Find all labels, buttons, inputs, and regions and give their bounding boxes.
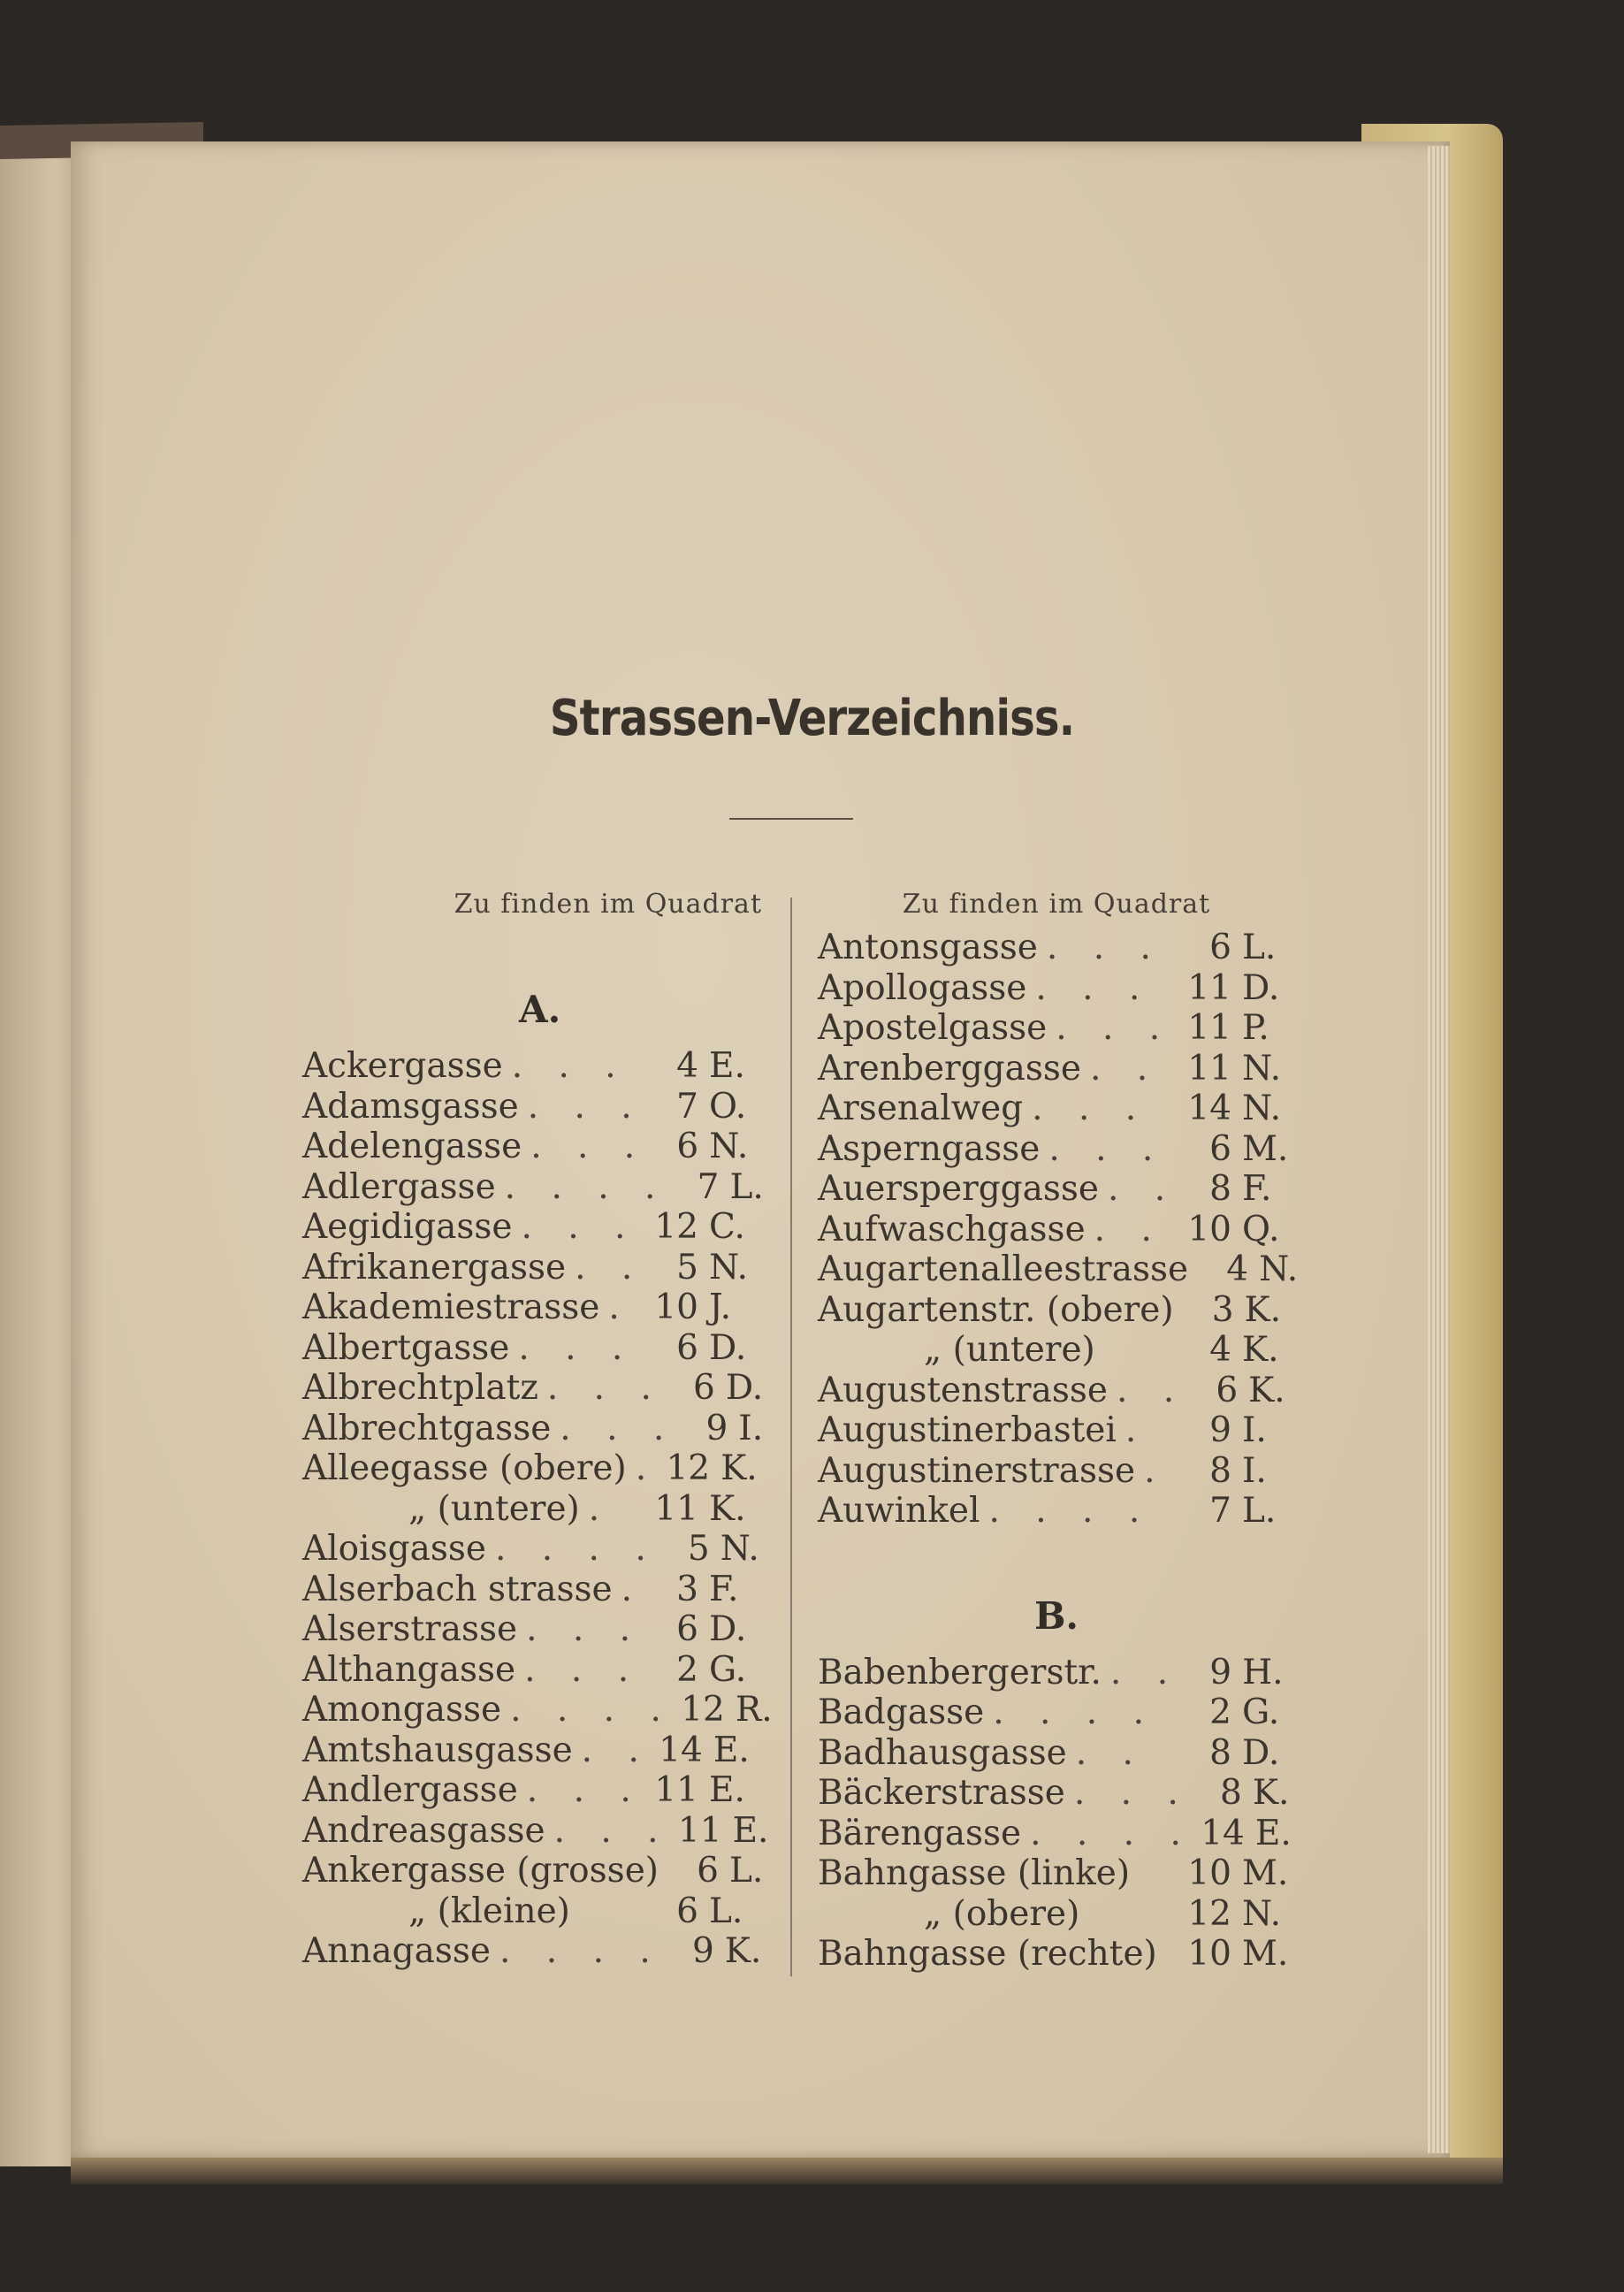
street-name: Aegidigasse [302, 1207, 513, 1247]
street-entry [818, 1249, 1299, 1290]
street-entry [818, 1129, 1295, 1170]
leader-dots: . [1144, 1450, 1168, 1491]
right-entry-list-b [818, 1653, 1295, 1975]
right-column-header: Zu finden im Quadrat [902, 889, 1211, 920]
street-name: „ (kleine) [408, 1891, 570, 1931]
quadrant-number: 8 [1219, 1773, 1242, 1813]
street-name: Albrechtplatz [302, 1368, 538, 1408]
quadrant-letter: Q. [1242, 1209, 1280, 1249]
quadrant-letter: D. [1242, 1732, 1280, 1773]
left-column [302, 889, 773, 1972]
leader-dots: . . . [1073, 1773, 1191, 1813]
quadrant-number: 3 [1211, 1289, 1234, 1330]
quadrant-letter: F. [709, 1569, 739, 1609]
quadrant-letter: L. [1242, 1491, 1277, 1531]
street-entry [818, 1773, 1295, 1814]
street-name: „ (untere) [408, 1488, 580, 1529]
right-column [818, 889, 1299, 1975]
quadrant-number: 9 [1209, 1410, 1231, 1450]
quadrant-letter: P. [1242, 1008, 1269, 1048]
quadrant-number: 10 [1187, 1209, 1231, 1249]
quadrant-letter: M. [1242, 1853, 1289, 1893]
street-entry [818, 1451, 1295, 1492]
quadrant-number: 6 [693, 1368, 715, 1408]
quadrant-letter: L. [1242, 928, 1277, 967]
quadrant-number: 7 [1209, 1491, 1231, 1531]
street-entry [818, 1210, 1295, 1250]
leader-dots: . . . . [504, 1166, 668, 1207]
street-name: Bärengasse [818, 1813, 1022, 1853]
leader-dots: . . [1075, 1732, 1146, 1773]
quadrant-number: 11 [654, 1770, 698, 1810]
quadrant-letter: K. [724, 1931, 762, 1971]
street-name: Bäckerstrasse [818, 1773, 1065, 1813]
quadrant-number: 9 [691, 1931, 714, 1971]
left-entry-list [302, 1046, 773, 1972]
quadrant-number: 5 [676, 1247, 698, 1287]
quadrant-letter: D. [709, 1327, 747, 1368]
street-name: Akademiestrasse [302, 1287, 600, 1327]
left-page-strip [0, 133, 78, 2166]
leader-dots: . . . [1035, 967, 1153, 1008]
quadrant-number: 9 [705, 1408, 728, 1448]
quadrant-number: 10 [1187, 1853, 1231, 1893]
quadrant-letter: K. [1252, 1773, 1290, 1813]
quadrant-number: 10 [1187, 1934, 1231, 1974]
street-name: Badhausgasse [818, 1732, 1067, 1773]
leader-dots: . . . . [993, 1692, 1156, 1732]
street-entry [818, 1290, 1295, 1331]
quadrant-number: 14 [1187, 1089, 1231, 1128]
street-entry [818, 1934, 1295, 1975]
leader-dots: . . . [1048, 1128, 1166, 1169]
street-name: Ankergasse (grosse) [302, 1851, 659, 1891]
page-title: Strassen-Verzeichniss. [549, 690, 1075, 747]
leader-dots: . . . . [988, 1491, 1153, 1531]
quadrant-number: 12 [681, 1690, 725, 1730]
quadrant-number: 11 [677, 1810, 722, 1851]
leader-dots: . . . [1056, 1008, 1173, 1048]
street-entry [302, 1609, 762, 1650]
leader-dots: . . . [526, 1609, 644, 1649]
street-entry [302, 1931, 762, 1972]
quadrant-number: 12 [1187, 1893, 1231, 1934]
street-entry [302, 1448, 762, 1489]
quadrant-letter: N. [720, 1529, 759, 1569]
quadrant-number: 6 [1209, 1128, 1231, 1169]
leader-dots: . . [1116, 1370, 1187, 1410]
leader-dots: . . . [546, 1368, 664, 1408]
quadrant-letter: J. [709, 1287, 732, 1327]
leader-dots: . . [1094, 1209, 1164, 1249]
street-entry [302, 1730, 762, 1771]
quadrant-number: 6 [1209, 928, 1231, 967]
quadrant-number: 6 [676, 1891, 698, 1931]
quadrant-letter: I. [738, 1408, 764, 1448]
street-name: Augartenalleestrasse [818, 1249, 1189, 1289]
right-entry-list-a [818, 928, 1299, 1532]
leader-dots: . [608, 1287, 632, 1327]
street-entry [818, 928, 1295, 968]
street-entry [818, 1049, 1295, 1089]
street-entry [302, 1851, 762, 1891]
quadrant-letter: E. [1254, 1813, 1292, 1853]
street-name: Adamsgasse [302, 1086, 519, 1127]
street-name: Annagasse [302, 1931, 491, 1971]
quadrant-letter: M. [1242, 1934, 1289, 1974]
bottom-shadow [71, 2158, 1503, 2184]
street-name: Asperngasse [818, 1128, 1041, 1169]
street-name: Ackergasse [302, 1046, 503, 1086]
quadrant-letter: N. [1259, 1249, 1299, 1289]
quadrant-number: 11 [1187, 967, 1231, 1008]
street-entry [302, 1489, 762, 1530]
street-entry [302, 1650, 762, 1691]
street-entry [302, 1810, 769, 1852]
street-entry [302, 1167, 762, 1208]
street-entry [302, 1207, 762, 1248]
leader-dots: . . . . [510, 1690, 674, 1730]
leader-dots: . . . . [499, 1931, 663, 1971]
street-name: Bahngasse (rechte) [818, 1934, 1157, 1974]
quadrant-letter: D. [1242, 967, 1280, 1008]
street-entry [818, 1692, 1295, 1733]
street-name: Amtshausgasse [302, 1730, 573, 1770]
leader-dots: . [1125, 1410, 1149, 1450]
quadrant-letter: G. [709, 1649, 747, 1690]
street-name: Amongasse [302, 1690, 502, 1730]
quadrant-letter: N. [709, 1247, 749, 1287]
quadrant-number: 6 [697, 1851, 719, 1891]
leader-dots: . . . [521, 1207, 638, 1247]
street-entry [302, 1570, 762, 1610]
leader-dots: . . . [526, 1770, 644, 1810]
street-name: Antonsgasse [818, 928, 1038, 967]
street-name: Althangasse [302, 1649, 516, 1690]
street-name: Adelengasse [302, 1127, 522, 1166]
quadrant-number: 7 [676, 1086, 698, 1127]
street-name: Badgasse [818, 1692, 985, 1732]
quadrant-number: 12 [654, 1207, 698, 1247]
street-name: Augustinerbastei [818, 1410, 1117, 1450]
street-entry [818, 1653, 1295, 1693]
street-name: Andlergasse [302, 1770, 518, 1810]
street-entry [302, 1368, 762, 1409]
street-name: Aloisgasse [302, 1529, 486, 1569]
street-name: Adlergasse [302, 1166, 496, 1207]
quadrant-number: 6 [676, 1327, 698, 1368]
quadrant-number: 11 [1187, 1008, 1231, 1048]
quadrant-letter: N. [709, 1127, 749, 1166]
leader-dots: . . . [518, 1327, 636, 1368]
leader-dots: . [621, 1569, 645, 1609]
quadrant-letter: C. [709, 1207, 745, 1247]
street-name: Auwinkel [818, 1491, 980, 1531]
quadrant-number: 12 [666, 1448, 711, 1488]
quadrant-number: 7 [697, 1166, 720, 1207]
street-entry [818, 1008, 1295, 1049]
street-name: Albertgasse [302, 1327, 510, 1368]
leader-dots: . [635, 1448, 660, 1488]
quadrant-letter: L. [729, 1851, 764, 1891]
street-name: Augustinerstrasse [818, 1450, 1136, 1491]
street-name: Alleegasse (obere) [302, 1448, 627, 1488]
quadrant-letter: K. [1244, 1289, 1282, 1330]
leader-dots: . . . [527, 1086, 644, 1127]
street-name: „ (obere) [924, 1893, 1080, 1934]
street-entry [302, 1409, 762, 1449]
quadrant-letter: K. [1248, 1370, 1285, 1410]
page-stack-edge [1428, 146, 1450, 2153]
leader-dots: . [588, 1488, 613, 1529]
quadrant-number: 8 [1209, 1732, 1231, 1773]
street-name: Andreasgasse [302, 1810, 545, 1851]
street-entry [302, 1529, 762, 1570]
quadrant-number: 10 [654, 1287, 698, 1327]
leader-dots: . . [1089, 1048, 1161, 1089]
street-entry [818, 1491, 1295, 1532]
quadrant-letter: N. [1242, 1048, 1282, 1089]
quadrant-letter: I. [1242, 1450, 1267, 1491]
leader-dots: . . . [1032, 1089, 1149, 1128]
quadrant-letter: D. [725, 1368, 764, 1408]
quadrant-number: 6 [1216, 1370, 1239, 1410]
quadrant-number: 8 [1209, 1169, 1231, 1209]
street-entry [302, 1046, 762, 1087]
street-entry [302, 1891, 762, 1932]
street-name: Bahngasse (linke) [818, 1853, 1131, 1893]
street-entry [302, 1287, 762, 1328]
street-name: Babenbergerstr. [818, 1652, 1102, 1692]
street-entry [818, 1894, 1295, 1935]
quadrant-number: 5 [687, 1529, 710, 1569]
street-entry [818, 1371, 1295, 1411]
leader-dots: . . . [511, 1046, 629, 1086]
quadrant-letter: N. [1242, 1089, 1282, 1128]
street-entry [818, 1330, 1295, 1371]
quadrant-number: 4 [676, 1046, 698, 1086]
quadrant-letter: E. [709, 1770, 745, 1810]
quadrant-letter: L. [729, 1166, 764, 1207]
street-entry [302, 1127, 762, 1167]
street-name: Augustenstrasse [818, 1370, 1108, 1410]
street-entry [818, 968, 1295, 1009]
quadrant-number: 11 [1187, 1048, 1231, 1089]
leader-dots: . . [575, 1247, 645, 1287]
street-entry [818, 1853, 1295, 1894]
quadrant-number: 6 [676, 1127, 699, 1166]
quadrant-letter: G. [1242, 1692, 1280, 1732]
street-entry [302, 1248, 762, 1288]
quadrant-letter: R. [735, 1690, 773, 1730]
street-entry [818, 1089, 1295, 1129]
street-name: Auersperggasse [818, 1169, 1099, 1209]
street-name: Aufwaschgasse [818, 1209, 1086, 1249]
leader-dots: . . . [524, 1649, 642, 1690]
quadrant-number: 9 [1209, 1652, 1232, 1692]
quadrant-letter: E. [713, 1730, 750, 1770]
quadrant-letter: K. [1242, 1330, 1279, 1370]
quadrant-number: 4 [1209, 1330, 1231, 1370]
leader-dots: . . [1108, 1169, 1178, 1209]
street-entry [302, 1690, 773, 1730]
street-name: „ (untere) [924, 1330, 1095, 1370]
street-entry [818, 1814, 1295, 1854]
street-name: Arsenalweg [818, 1089, 1024, 1128]
quadrant-letter: I. [1242, 1410, 1267, 1450]
quadrant-number: 8 [1209, 1450, 1231, 1491]
quadrant-number: 3 [676, 1569, 698, 1609]
quadrant-number: 14 [659, 1730, 703, 1770]
quadrant-number: 11 [654, 1488, 698, 1529]
quadrant-letter: K. [709, 1488, 746, 1529]
street-name: Albrechtgasse [302, 1408, 552, 1448]
street-name: Augartenstr. (obere) [818, 1289, 1174, 1330]
street-entry [302, 1087, 762, 1127]
title-rule [729, 818, 853, 820]
section-letter-b: B. [1033, 1593, 1079, 1638]
section-letter-a: A. [519, 988, 561, 1031]
quadrant-letter: E. [732, 1810, 769, 1851]
leader-dots: . . . . [1030, 1813, 1193, 1853]
quadrant-letter: L. [709, 1891, 743, 1931]
quadrant-letter: D. [709, 1609, 747, 1649]
quadrant-letter: E. [709, 1046, 745, 1086]
leader-dots: . . . [553, 1810, 671, 1851]
leader-dots: . . [1109, 1652, 1181, 1692]
leader-dots: . . . [530, 1127, 648, 1166]
leader-dots: . . . . [494, 1529, 659, 1569]
leader-dots: . . [581, 1730, 652, 1770]
quadrant-number: 6 [676, 1609, 698, 1649]
street-entry [818, 1733, 1295, 1774]
street-name: Apollogasse [818, 967, 1027, 1008]
quadrant-number: 4 [1226, 1249, 1249, 1289]
quadrant-letter: M. [1242, 1128, 1289, 1169]
street-name: Alserstrasse [302, 1609, 518, 1649]
street-name: Arenberggasse [818, 1048, 1081, 1089]
quadrant-letter: N. [1242, 1893, 1282, 1934]
street-entry [302, 1770, 762, 1811]
street-name: Apostelgasse [818, 1008, 1048, 1048]
street-entry [818, 1169, 1295, 1210]
leader-dots: . . . [1046, 928, 1163, 967]
street-name: Alserbach strasse [302, 1569, 613, 1609]
leader-dots: . . . [560, 1408, 677, 1448]
street-name: Afrikanergasse [302, 1247, 567, 1287]
quadrant-letter: K. [721, 1448, 758, 1488]
quadrant-number: 14 [1201, 1813, 1245, 1853]
quadrant-number: 2 [1209, 1692, 1231, 1732]
quadrant-number: 2 [676, 1649, 698, 1690]
left-column-header: Zu finden im Quadrat [454, 889, 762, 920]
quadrant-letter: H. [1242, 1652, 1284, 1692]
street-entry [818, 1410, 1295, 1451]
street-entry [302, 1328, 762, 1369]
quadrant-letter: F. [1242, 1169, 1272, 1209]
quadrant-letter: O. [709, 1086, 747, 1127]
